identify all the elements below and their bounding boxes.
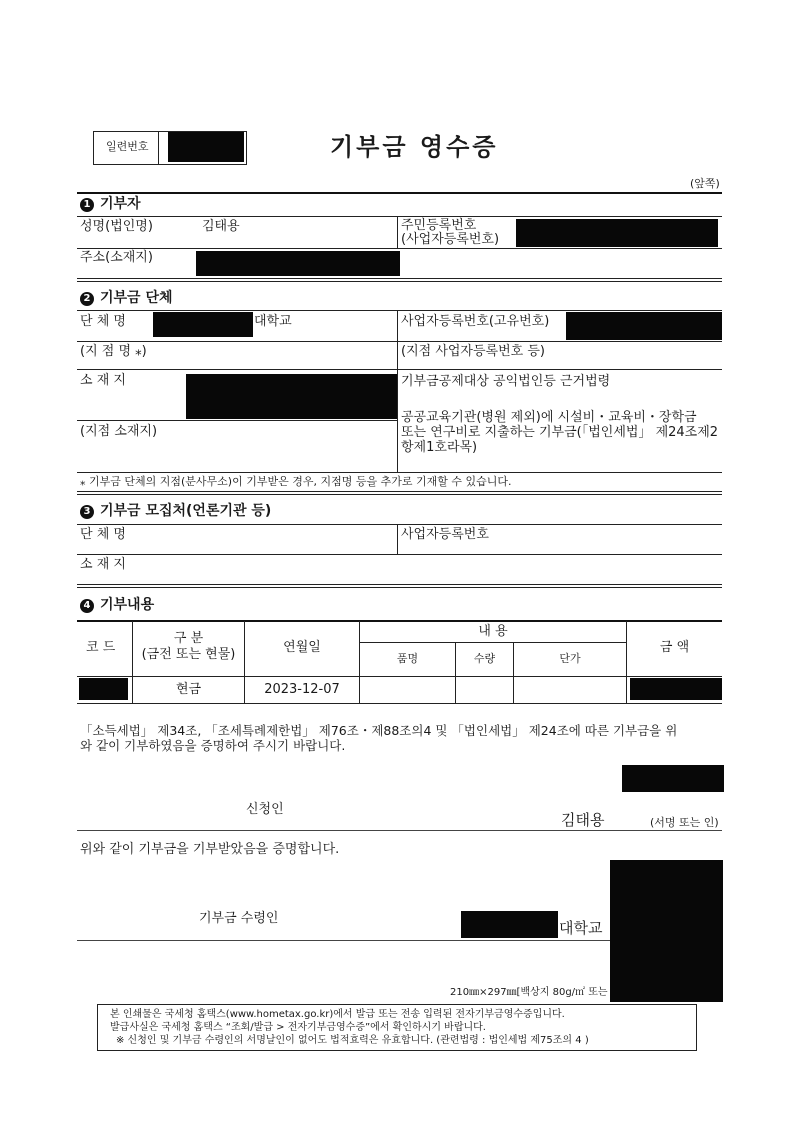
col-content-header: 내 용 [478, 624, 508, 639]
front-side-note: (앞쪽) [690, 177, 720, 190]
paper-spec: 210㎜×297㎜[백상지 80g/㎡ 또는 [450, 987, 608, 998]
org-bizno-redaction [566, 312, 722, 340]
col-type-subheader: (금전 또는 현물) [141, 647, 236, 662]
notice-line: ※ 신청인 및 기부금 수령인의 서명날인이 없어도 법적효력은 유효합니다. (관련법령 : 법인세법 제75조의 4 ) [116, 1035, 589, 1046]
collector-section-heading: 3 기부금 모집처(언론기관 등) [80, 503, 271, 519]
donor-id-redaction [516, 219, 718, 247]
applicant-label: 신청인 [246, 802, 284, 817]
donor-section-heading: 1 기부자 [80, 196, 141, 212]
branch-name-label: (지 점 명 ⁎) [80, 344, 147, 359]
request-statement: 「소득세법」 제34조, 「조세특례제한법」 제76조・제88조의4 및 「법인세법」 제24조에 따른 기부금을 위 [80, 723, 678, 738]
col-type-header: 구 분 [173, 631, 204, 646]
recipient-suffix: 대학교 [559, 919, 603, 937]
request-statement: 와 같이 기부하였음을 증명하여 주시기 바랍니다. [80, 738, 346, 753]
legal-basis-label: 기부금공제대상 공익법인등 근거법령 [401, 374, 611, 389]
donor-address-redaction [196, 251, 400, 276]
electronic-receipt-notice [97, 1004, 697, 1051]
notice-line: 본 인쇄물은 국세청 홈택스(www.hometax.go.kr)에서 발급 또는 전송 입력된 전자기부금영수증입니다. [110, 1009, 565, 1020]
table-cell-date: 2023-12-07 [264, 682, 340, 697]
col-amount-header: 금 액 [659, 640, 690, 655]
certify-statement: 위와 같이 기부금을 기부받았음을 증명합니다. [80, 842, 340, 857]
code-redaction [79, 678, 128, 700]
contents-section-heading: 4 기부내용 [80, 597, 154, 613]
page-title: 기부금 영수증 [330, 133, 499, 161]
col-item-header: 품명 [396, 652, 419, 665]
donor-address-label: 주소(소재지) [80, 250, 153, 265]
amount-redaction [630, 678, 722, 700]
section-number-badge: 2 [80, 292, 94, 306]
applicant-name: 김태용 [561, 811, 605, 829]
org-name-label: 단 체 명 [80, 314, 126, 329]
recipient-label: 기부금 수령인 [199, 911, 279, 926]
branch-footnote: ⁎ 기부금 단체의 지점(분사무소)이 기부받은 경우, 지점명 등을 추가로 기재할 수 있습니다. [80, 475, 512, 488]
col-qty-header: 수량 [473, 652, 496, 665]
donor-name-label: 성명(법인명) [80, 219, 153, 234]
org-name-redaction [153, 312, 253, 337]
legal-basis-text: 항제1호라목) [401, 440, 478, 455]
date-redaction [622, 765, 724, 792]
collector-name-label: 단 체 명 [80, 527, 126, 542]
collector-location-label: 소 재 지 [80, 557, 126, 572]
section-number-badge: 1 [80, 198, 94, 212]
col-unit-header: 단가 [559, 652, 581, 665]
notice-line: 발급사실은 국세청 홈택스 “조회/발급 > 전자기부금영수증”에서 확인하시기 바랍니다. [110, 1022, 486, 1033]
col-code-header: 코 드 [86, 640, 116, 655]
donor-id-label: 주민등록번호 [401, 218, 477, 233]
table-cell-type: 현금 [175, 682, 202, 697]
donor-bizno-label: (사업자등록번호) [401, 232, 500, 247]
signature-note: (서명 또는 인) [650, 816, 719, 829]
section-number-badge: 4 [80, 599, 94, 613]
seal-redaction [610, 860, 723, 1002]
donor-name-value: 김태용 [202, 219, 240, 234]
org-bizno-label: 사업자등록번호(고유번호) [401, 314, 550, 329]
org-location-redaction [186, 374, 397, 419]
collector-bizno-label: 사업자등록번호 [401, 527, 489, 542]
recipient-redaction [461, 911, 558, 938]
organization-section-heading: 2 기부금 단체 [80, 290, 173, 306]
legal-basis-text: 또는 연구비로 지출하는 기부금(「법인세법」 제24조제2 [401, 425, 719, 440]
section-number-badge: 3 [80, 505, 94, 519]
branch-location-label: (지점 소재지) [80, 424, 158, 439]
org-location-label: 소 재 지 [80, 373, 126, 388]
serial-number-label: 일련번호 [106, 140, 149, 153]
serial-number-redaction [168, 132, 244, 162]
branch-bizno-label: (지점 사업자등록번호 등) [401, 344, 545, 359]
legal-basis-text: 공공교육기관(병원 제외)에 시설비・교육비・장학금 [401, 410, 697, 425]
col-date-header: 연월일 [283, 640, 321, 655]
org-name-suffix: 대학교 [254, 314, 292, 329]
